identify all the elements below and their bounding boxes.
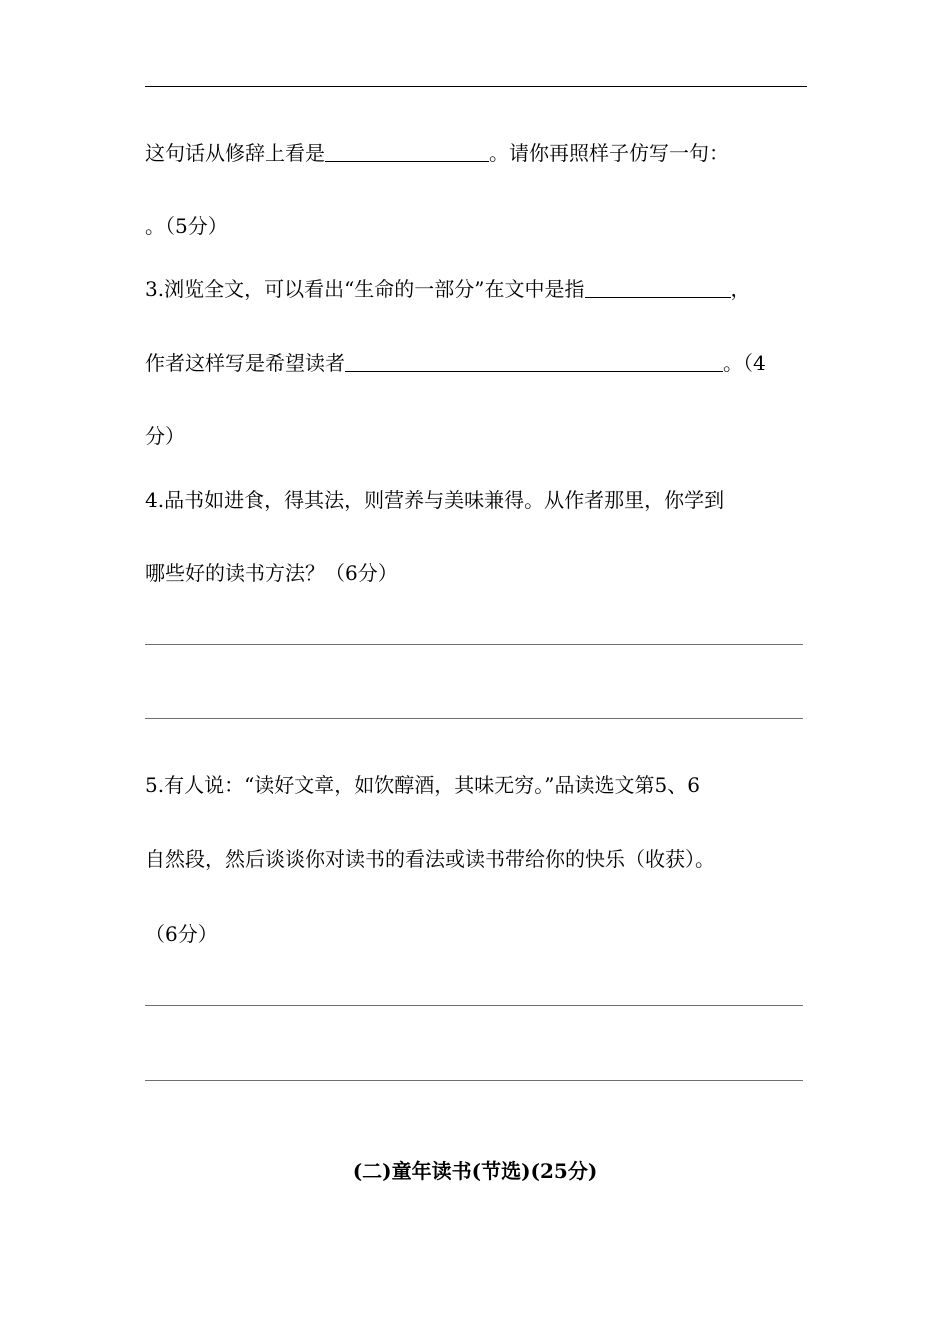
q3-line-2 [145, 349, 766, 377]
q2-imitate-text: 。请你再照样子仿写一句： [489, 141, 729, 165]
q3-comma: ， [730, 277, 751, 301]
q3-line-3: 分） [145, 424, 185, 448]
q3-prompt-text: 3.浏览全文，可以看出“生命的一部分”在文中是指 [145, 277, 585, 301]
q2-line-1 [145, 139, 729, 167]
q4-answer-line-2[interactable] [145, 718, 803, 719]
q3-purpose-blank[interactable] [345, 351, 723, 372]
q5-line-3: （6分） [145, 922, 218, 946]
q5-line-2: 自然段，然后谈谈你对读书的看法或读书带给你的快乐（收获）。 [145, 847, 715, 871]
q2-rhetoric-blank[interactable] [325, 141, 489, 162]
q4-line-1: 4.品书如进食，得其法，则营养与美味兼得。从作者那里，你学到 [145, 488, 725, 512]
q4-line-2: 哪些好的读书方法？（6分） [145, 561, 398, 585]
q3-line-1 [145, 275, 751, 303]
q2-line-2: 。（5分） [145, 214, 228, 238]
q3-meaning-blank[interactable] [585, 277, 731, 298]
q3-purpose-text: 作者这样写是希望读者 [145, 351, 345, 375]
q2-prompt-text: 这句话从修辞上看是 [145, 141, 325, 165]
top-rule [145, 86, 807, 87]
q5-line-1: 5.有人说：“读好文章，如饮醇酒，其味无穷。”品读选文第5、6 [145, 773, 700, 797]
q3-score-text: 。（4 [723, 351, 766, 375]
q5-answer-line-1[interactable] [145, 1005, 803, 1006]
q4-answer-line-1[interactable] [145, 644, 803, 645]
section-heading: (二)童年读书(节选)(25分) [352, 1159, 598, 1183]
q5-answer-line-2[interactable] [145, 1080, 803, 1081]
